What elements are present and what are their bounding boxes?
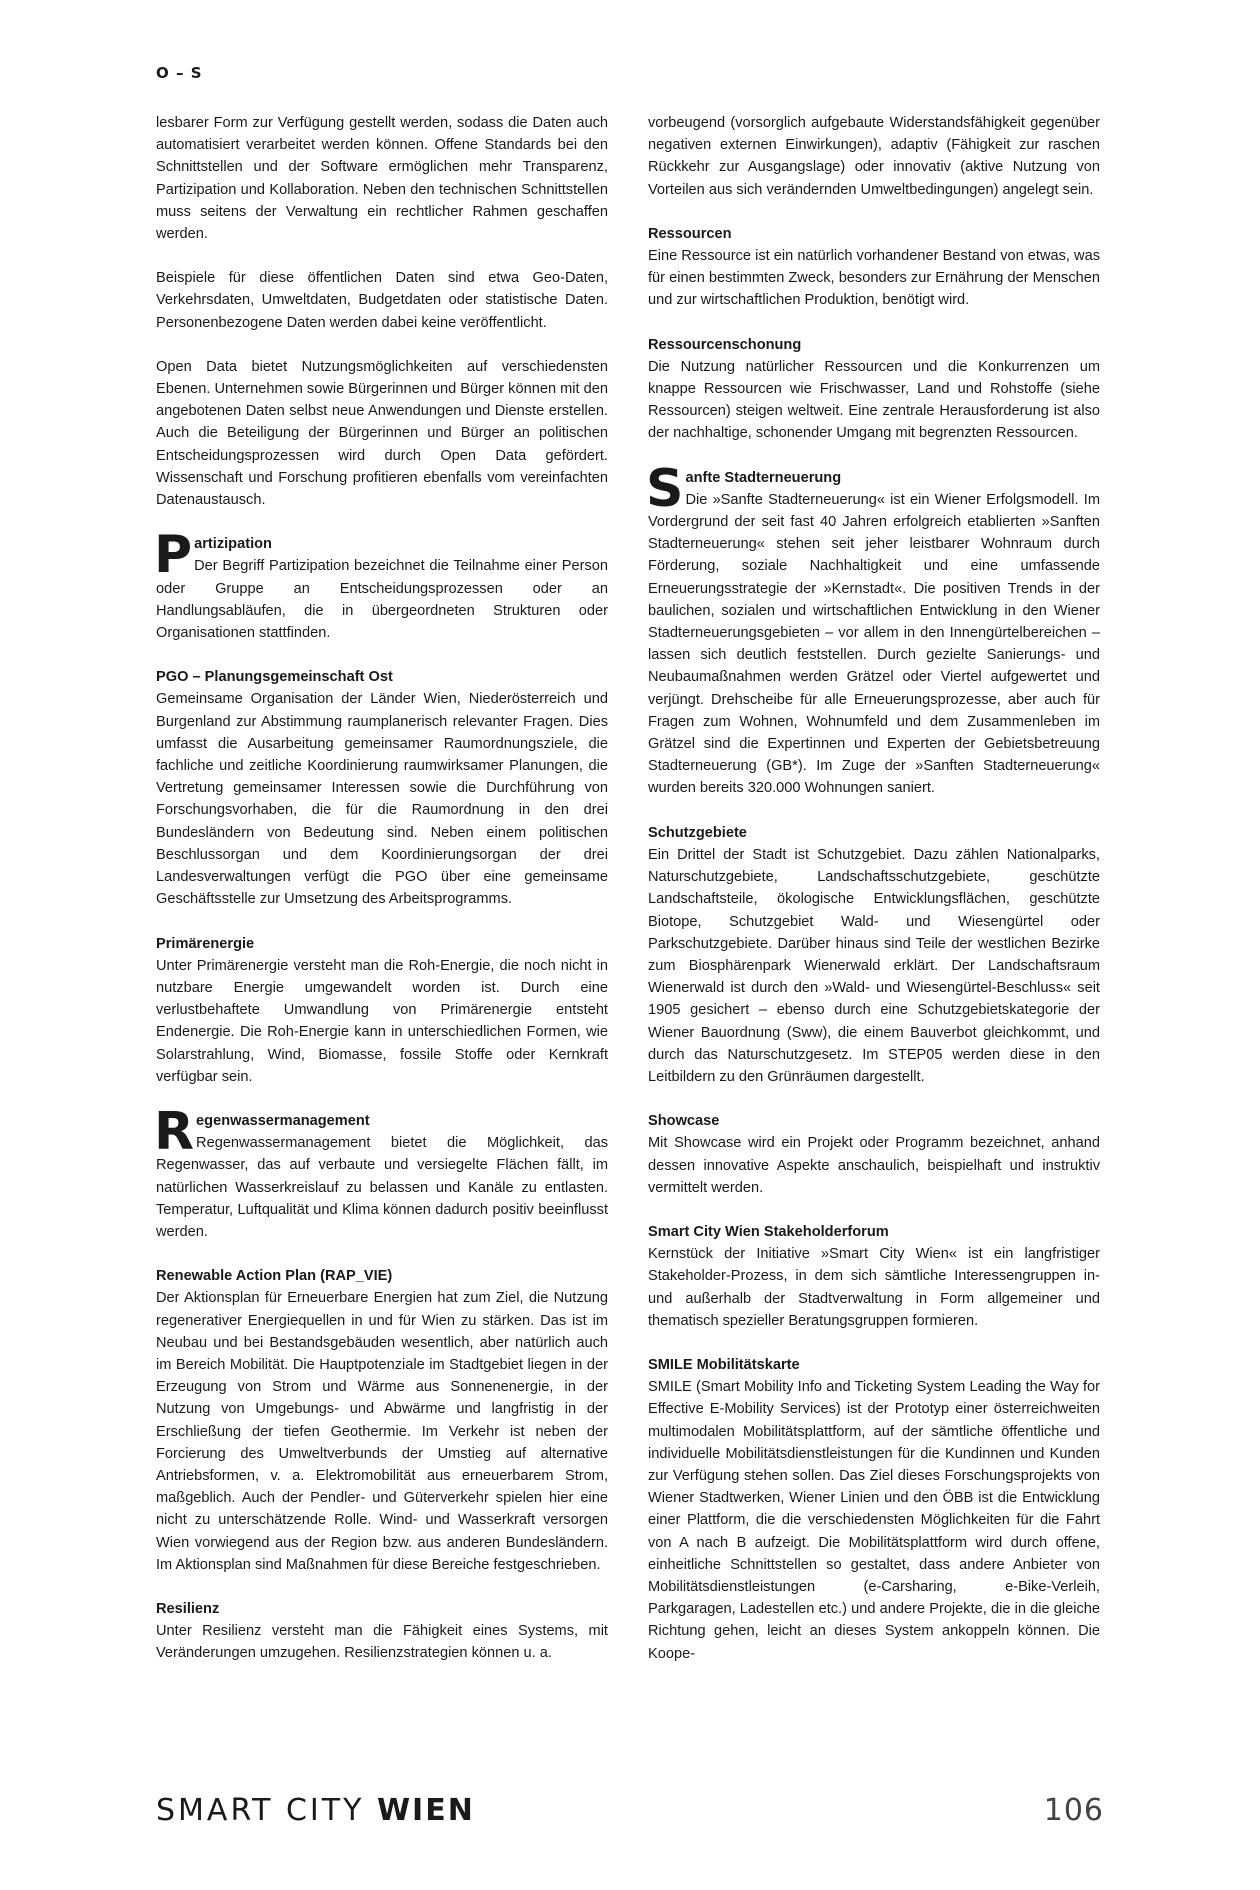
drop-cap: S: [646, 458, 684, 519]
open-data-continuation: [156, 112, 608, 511]
entry-stakeholderforum: [648, 1221, 1100, 1332]
entry-text: SMILE (Smart Mobility Info and Ticketing System Leading the Way for Effective E-Mobility Services) ist der Prototyp einer österreichweiten multimodalen Mobilitätsplattform, auf der sämtliche öffentliche und individuelle Mobilitätsdienstleistungen für die Kundinnen und Kunden zur Verfügung stehen sollen. Das Ziel dieses Forschungsprojekts von Wiener Stadtwerken, Wiener Linien und den ÖBB ist die Entwicklung einer Plattform, die die verschiedensten Möglichkeiten für die Fahrt von A nach B aufzeigt. Die Mobilitätsplattform wird durch offene, einheitliche Schnittstellen so gestaltet, dass andere Anbieter von Mobilitätsdienstleistungen (e-Carsharing, e-Bike-Verleih, Parkgaragen, Ladestellen etc.) und andere Projekte, die in die gleiche Richtung gehen, leicht an dieses System ankoppeln können. Die Koope-: [648, 1379, 1100, 1662]
entry-text: Unter Primärenergie versteht man die Roh-Energie, die noch nicht in nutzbare Energie umgewandelt worden ist. Durch eine verlustbehaftete Umwandlung von Primärenergie entsteht Endenergie. Die Roh-Energie kann in unterschiedlichen Formen, wie Solarstrahlung, Wind, Biomasse, fossile Stoffe oder Kernkraft verfügbar sein.: [156, 957, 608, 1085]
footer-brand-logo: [156, 1793, 475, 1828]
entry-text: Die Nutzung natürlicher Ressourcen und die Konkurrenzen um knappe Ressourcen wie Frischwasser, Land und Rohstoffe (siehe Ressourcen) steigen weltweit. Eine zentrale Herausforderung ist also der nachhaltige, schonender Umgang mit begrenzten Ressourcen.: [648, 358, 1100, 442]
entry-term: Ressourcenschonung: [648, 336, 802, 353]
entry-pgo: [156, 666, 608, 910]
entry-term: Renewable Action Plan (RAP_VIE): [156, 1268, 393, 1285]
entry-text: Der Aktionsplan für Erneuerbare Energien hat zum Ziel, die Nutzung regenerativer Energiequellen in und für Wien zu stärken. Das ist im Neubau und bei Bestandsgebäuden wesentlich, aber natürlich auch im Bereich Mobilität. Die Hauptpotenziale im Stadtgebiet liegen in der Erzeugung von Strom und Wärme aus Sonnenenergie, in der Nutzung von Umgebungs- und Abwärme und langfristig in der Erschließung der tiefen Geothermie. Im Verkehr ist neben der Forcierung des Umweltverbunds der Umstieg auf alternative Antriebsformen, v. a. Elektromobilität aus erneuerbarem Strom, maßgeblich. Auch der Pendler- und Güterverkehr spielen hier eine nicht zu unterschätzende Rolle. Wind- und Wasserkraft versorgen Wien vorwiegend aus der Region bzw. aus anderen Bundesländern. Im Aktionsplan sind Maßnahmen für diese Bereiche festgeschrieben.: [156, 1290, 608, 1573]
entry-text: Der Begriff Partizipation bezeichnet die Teilnahme einer Person oder Gruppe an Entscheidungsprozessen oder an Handlungsabläufen, die in übergeordneten Strukturen oder Organisationen stattfinden.: [156, 558, 608, 642]
entry-resilienz: [156, 1598, 608, 1665]
page-number: 106: [1043, 1793, 1104, 1828]
brand-bold-text: WIEN: [376, 1793, 475, 1828]
entry-term: SMILE Mobilitätskarte: [648, 1356, 800, 1373]
drop-cap: R: [154, 1101, 195, 1162]
drop-cap: P: [154, 525, 193, 586]
entry-sanfte-stadterneuerung: [646, 458, 1100, 800]
entry-text: Gemeinsame Organisation der Länder Wien, Niederösterreich und Burgenland zur Abstimmung raumplanerisch relevanter Fragen. Dies umfasst die Ausarbeitung gemeinsamer Raumordnungsziele, die fachliche und zeitliche Koordinierung raumwirksamer Planungen, die Vertretung gemeinsamer Interessen sowie die Durchführung von Forschungsvorhaben, die für die Raumordnung in den drei Bundesländern von Bedeutung sind. Neben einem politischen Beschlussorgan und dem Koordinierungsorgan der drei Landesverwaltungen verfügt die PGO über eine gemeinsame Geschäftsstelle zur Umsetzung des Arbeitsprogramms.: [156, 691, 608, 908]
entry-text: Kernstück der Initiative »Smart City Wien« ist ein langfristiger Stakeholder-Prozess, in dem sich sämtliche Interessengruppen in- und außerhalb der Stadtverwaltung in Form allgemeiner und thematisch spezieller Beratungsgruppen formieren.: [648, 1246, 1100, 1329]
section-marker: O – S: [156, 64, 203, 82]
brand-light-text: SMART CITY: [156, 1793, 365, 1828]
paragraph: vorbeugend (vorsorglich aufgebaute Widerstandsfähigkeit gegenüber negativen externen Einwirkungen), adaptiv (Fähigkeit zur raschen Rückkehr zur Ausgangslage) oder innovativ (aktive Nutzung von Vorteilen aus sich verändernden Umweltbedingungen) angelegt sein.: [648, 115, 1100, 198]
entry-schutzgebiete: [648, 822, 1100, 1088]
resilienz-continuation: [648, 112, 1100, 201]
entry-rap-vie: [156, 1265, 608, 1576]
paragraph: Open Data bietet Nutzungsmöglichkeiten auf verschiedensten Ebenen. Unternehmen sowie Bürgerinnen und Bürger können mit den angebotenen Daten selbst neue Anwendungen und Dienste erstellen. Auch die Beteiligung der Bürgerinnen und Bürger an politischen Entscheidungsprozessen wird durch Open Data gefördert. Wissenschaft und Forschung profitieren ebenfalls vom vereinfachten Datenaustausch.: [156, 358, 608, 509]
entry-term: anfte Stadterneuerung: [685, 469, 842, 486]
entry-text: Eine Ressource ist ein natürlich vorhandener Bestand von etwas, was für einen bestimmten Zweck, besonders zur Ernährung der Menschen und zur wirtschaftlichen Produktion, benötigt wird.: [648, 248, 1100, 309]
paragraph: Beispiele für diese öffentlichen Daten sind etwa Geo-Daten, Verkehrsdaten, Umweltdaten, Budgetdaten oder statistische Daten. Personenbezogene Daten werden dabei keine veröffentlicht.: [156, 270, 608, 331]
entry-term: Primärenergie: [156, 935, 255, 952]
left-column: [156, 112, 608, 1687]
entry-regenwassermanagement: [154, 1101, 608, 1243]
entry-text: Mit Showcase wird ein Projekt oder Programm bezeichnet, anhand dessen innovative Aspekte anschaulich, beispielhaft und instruktiv vermittelt werden.: [648, 1135, 1100, 1196]
entry-text: Die »Sanfte Stadterneuerung« ist ein Wiener Erfolgsmodell. Im Vordergrund der seit fast 40 Jahren erfolgreich etablierten »Sanften Stadterneuerung« stehen seit jeher leistbarer Wohnraum durch Förderung, soziale Nachhaltigkeit und eine umfassende Erneuerungsstrategie der »Kernstadt«. Die positiven Trends in der baulichen, sozialen und wirtschaftlichen Entwicklung in den Wiener Stadterneuerungsgebieten – vor allem in den Innengürtelbereichen – lassen sich deutlich feststellen. Durch gezielte Sanierungs- und Neubaumaßnahmen werden Grätzel oder Viertel aufgewertet und verjüngt. Drehscheibe für alle Erneuerungsprozesse, aber auch für Fragen zum Wohnen, Wohnumfeld und dem Zusammenleben im Grätzel sind die Expertinnen und Experten der Gebietsbetreuung Stadterneuerung (GB*). Im Zuge der »Sanften Stadterneuerung« wurden bereits 320.000 Wohnungen saniert.: [648, 491, 1100, 797]
entry-text: Regenwassermanagement bietet die Möglichkeit, das Regenwasser, das auf verbaute und versiegelte Flächen fällt, im natürlichen Wasserkreislauf zu belassen und Kanäle zu entlasten. Temperatur, Luftqualität und Klima können dadurch positiv beeinflusst werden.: [156, 1135, 608, 1240]
entry-text: Unter Resilienz versteht man die Fähigkeit eines Systems, mit Veränderungen umzugehen. Resilienzstrategien können u. a.: [156, 1623, 608, 1662]
entry-term: Smart City Wien Stakeholderforum: [648, 1223, 889, 1240]
entry-smile: [648, 1354, 1100, 1665]
entry-showcase: [648, 1110, 1100, 1199]
entry-term: egenwassermanagement: [196, 1112, 370, 1129]
entry-ressourcen: [648, 223, 1100, 312]
entry-term: Showcase: [648, 1113, 720, 1130]
entry-term: PGO – Planungsgemeinschaft Ost: [156, 669, 393, 686]
entry-term: Ressourcen: [648, 225, 732, 242]
entry-partizipation: [154, 525, 608, 644]
entry-text: Ein Drittel der Stadt ist Schutzgebiet. Dazu zählen Nationalparks, Naturschutzgebiete, Landschaftsschutzgebiete, geschützte Landschaftsteile, ökologische Entwicklungsflächen, geschützte Biotope, Schutzgebiet Wald- und Wiesengürtel oder Parkschutzgebiete. Darüber hinaus sind Teile der westlichen Bezirke zum Biosphärenpark Wienerwald erklärt. Der Landschaftsraum Wienerwald ist durch den »Wald- und Wiesengürtel-Beschluss« seit 1905 gesichert – ebenso durch eine Schutzgebietskategorie der Wiener Bauordnung (Sww), die einem Bauverbot gleichkommt, und durch das Naturschutzgesetz. Im STEP05 werden diese in den Leitbildern zu den Grünräumen dargestellt.: [648, 846, 1100, 1085]
right-column: [648, 112, 1100, 1687]
entry-primaerenergie: [156, 933, 608, 1088]
entry-term: Resilienz: [156, 1600, 220, 1617]
entry-term: artizipation: [194, 536, 272, 553]
paragraph: lesbarer Form zur Verfügung gestellt werden, sodass die Daten auch automatisiert verarbeitet werden können. Offene Standards bei den Schnittstellen und der Software ermöglichen mehr Transparenz, Partizipation und Kollaboration. Neben den technischen Schnittstellen muss seitens der Verwaltung ein rechtlicher Rahmen geschaffen werden.: [156, 115, 608, 243]
entry-term: Schutzgebiete: [648, 824, 747, 841]
entry-ressourcenschonung: [648, 334, 1100, 445]
